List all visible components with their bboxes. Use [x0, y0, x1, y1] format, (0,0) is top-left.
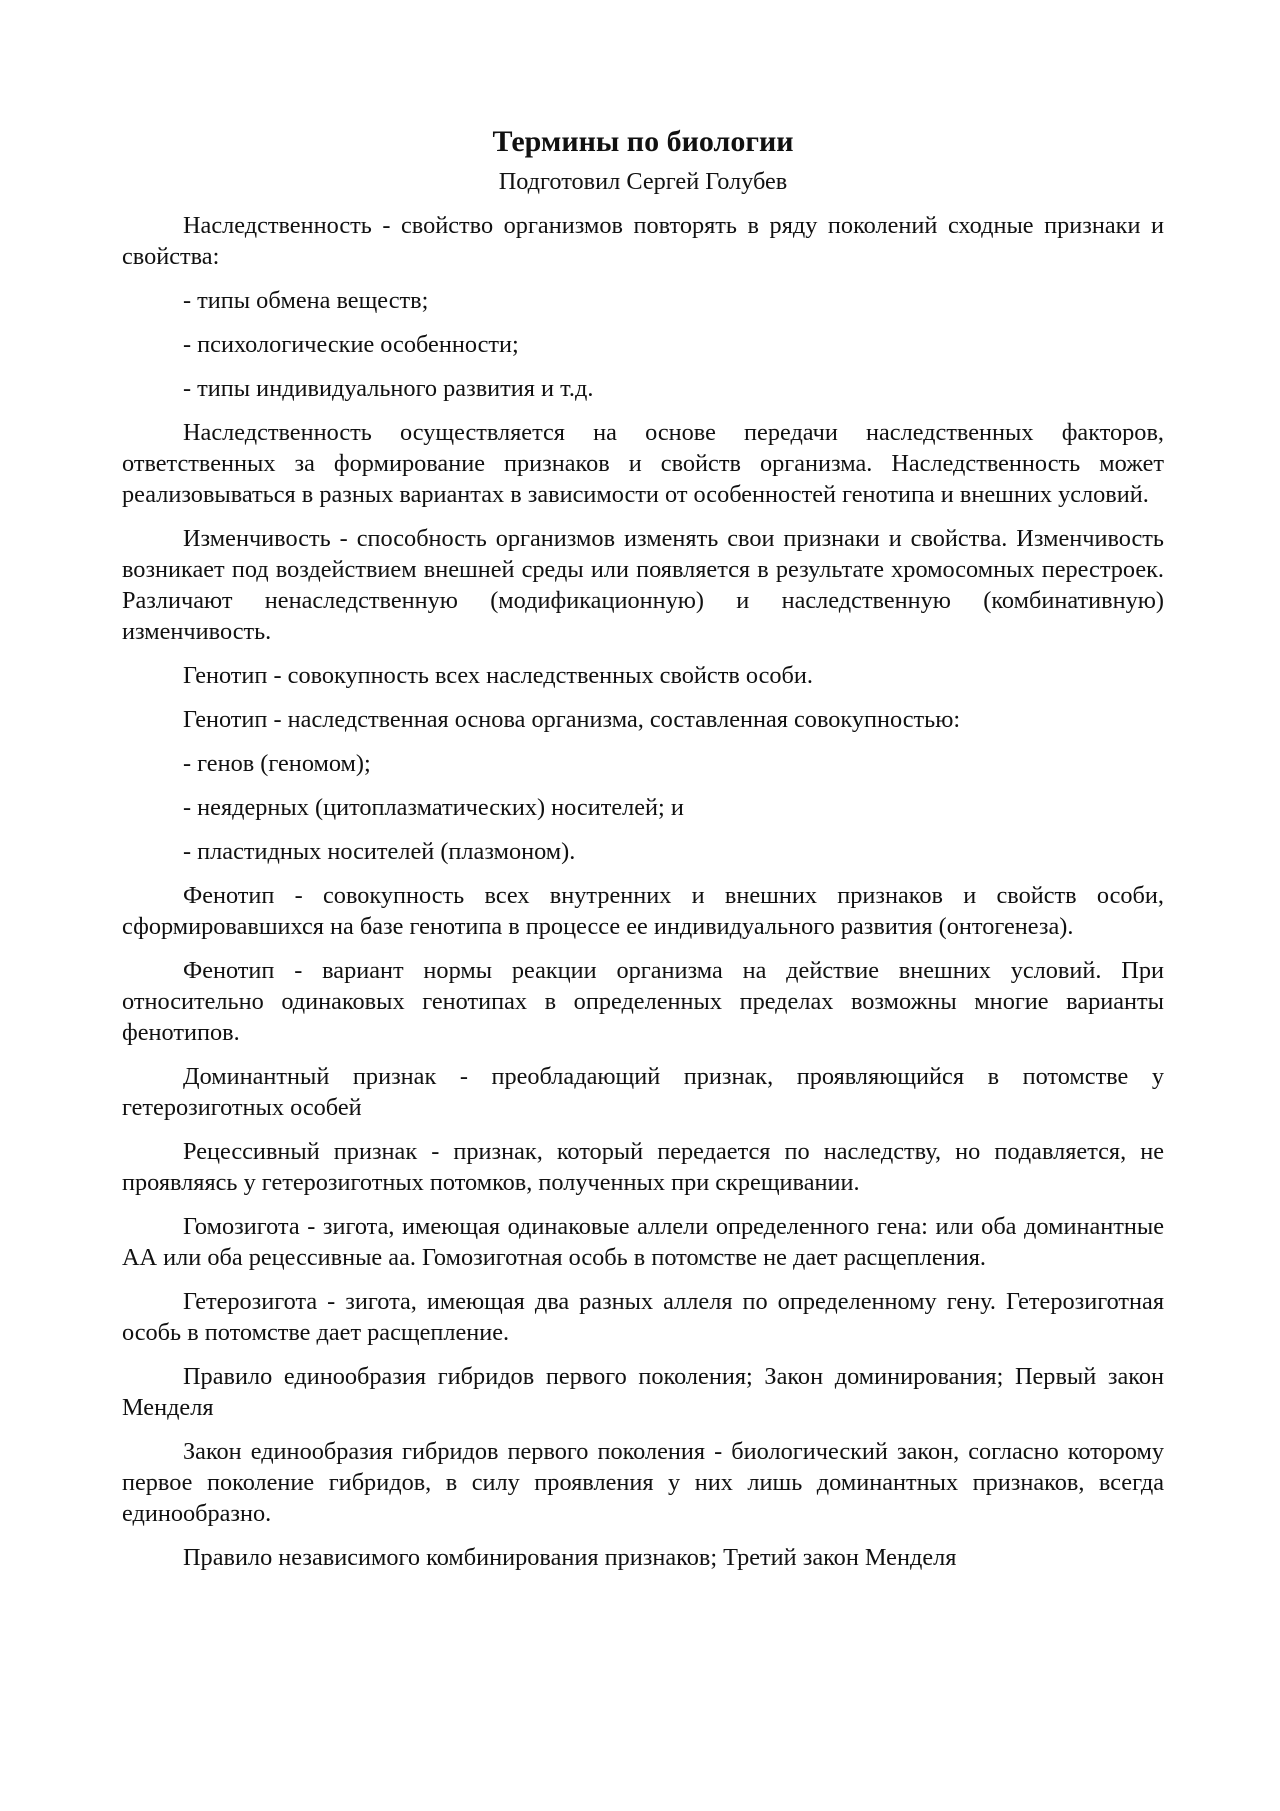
list-item: - психологические особенности;	[183, 331, 519, 358]
document-page	[122, 122, 1164, 1586]
list-item: - пластидных носителей (плазмоном).	[183, 838, 576, 865]
paragraph-recessive-trait: Рецессивный признак - признак, который передается по наследству, но подавляется, не проявляясь у гетерозиготных потомков, полученных при скрещивании.	[122, 1138, 1164, 1196]
list-item: - типы обмена веществ;	[183, 287, 429, 314]
paragraph-phenotype-1: Фенотип - совокупность всех внутренних и внешних признаков и свойств особи, сформировавшихся на базе генотипа в процессе ее индивидуального развития (онтогенеза).	[122, 882, 1164, 940]
paragraph-independent-assortment: Правило независимого комбинирования признаков; Третий закон Менделя	[183, 1544, 957, 1571]
paragraph-dominant-trait: Доминантный признак - преобладающий признак, проявляющийся в потомстве у гетерозиготных особей	[122, 1063, 1164, 1121]
paragraph-homozygote: Гомозигота - зигота, имеющая одинаковые аллели определенного гена: или оба доминантные АА или оба рецессивные аа. Гомозиготная особь в потомстве не дает расщепления.	[122, 1213, 1164, 1271]
paragraph-uniformity-rule: Правило единообразия гибридов первого поколения; Закон доминирования; Первый закон Менделя	[122, 1363, 1164, 1421]
paragraph-heredity: Наследственность - свойство организмов повторять в ряду поколений сходные признаки и свойства:	[122, 212, 1164, 270]
list-item: - неядерных (цитоплазматических) носителей; и	[183, 794, 684, 821]
document-author: Подготовил Сергей Голубев	[498, 168, 788, 195]
document-title: Термины по биологии	[492, 125, 794, 158]
paragraph-variability: Изменчивость - способность организмов изменять свои признаки и свойства. Изменчивость возникает под воздействием внешней среды или появляется в результате хромосомных перестроек. Различают ненаследственную (модификационную) и наследственную (комбинативную) изменчивость.	[122, 525, 1164, 645]
paragraph-genotype-2: Генотип - наследственная основа организма, составленная совокупностью:	[183, 706, 961, 733]
list-item: - генов (геномом);	[183, 750, 371, 777]
paragraph-uniformity-law: Закон единообразия гибридов первого поколения - биологический закон, согласно которому первое поколение гибридов, в силу проявления у них лишь доминантных признаков, всегда единообразно.	[122, 1438, 1164, 1527]
paragraph-heredity-basis: Наследственность осуществляется на основе передачи наследственных факторов, ответственных за формирование признаков и свойств организма. Наследственность может реализовываться в разных вариантах в зависимости от особенностей генотипа и внешних условий.	[122, 419, 1164, 508]
list-item: - типы индивидуального развития и т.д.	[183, 375, 594, 402]
paragraph-genotype-1: Генотип - совокупность всех наследственных свойств особи.	[183, 662, 813, 689]
paragraph-heterozygote: Гетерозигота - зигота, имеющая два разных аллеля по определенному гену. Гетерозиготная особь в потомстве дает расщепление.	[122, 1288, 1164, 1346]
paragraph-phenotype-2: Фенотип - вариант нормы реакции организма на действие внешних условий. При относительно одинаковых генотипах в определенных пределах возможны многие варианты фенотипов.	[122, 957, 1164, 1046]
